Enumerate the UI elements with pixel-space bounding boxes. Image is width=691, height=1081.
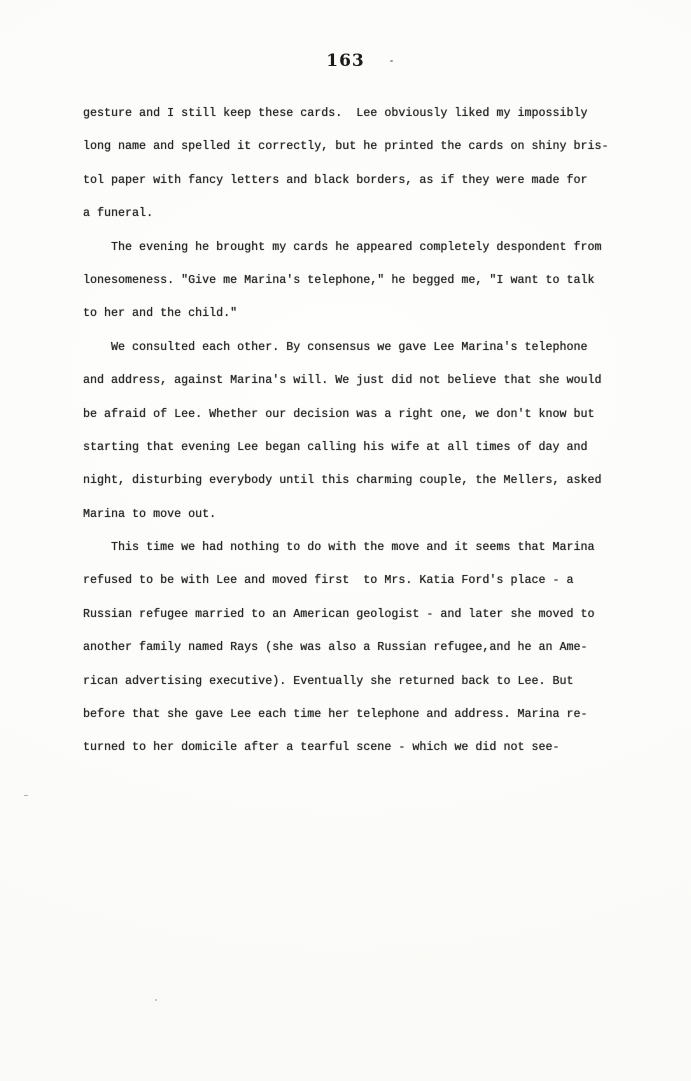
text-line: to her and the child." [83, 307, 238, 321]
text-line: tol paper with fancy letters and black borders, as if they were made for [83, 173, 588, 187]
text-line: and address, against Marina's will. We just did not believe that she would [83, 374, 602, 388]
text-line: Marina to move out. [83, 507, 217, 521]
text-line: starting that evening Lee began calling his wife at all times of day and [83, 440, 588, 454]
text-line: refused to be with Lee and moved first to Mrs. Katia Ford's place - a [83, 574, 574, 588]
text-line: another family named Rays (she was also a Russian refugee,and he an Ame- [83, 641, 588, 655]
text-line: Russian refugee married to an American geologist - and later she moved to [83, 607, 595, 621]
text-line: This time we had nothing to do with the move and it seems that Marina [83, 541, 595, 555]
text-line: long name and spelled it correctly, but he printed the cards on shiny bris- [83, 140, 609, 154]
page-number: 163 [326, 51, 365, 71]
text-line: gesture and I still keep these cards. Lee obviously liked my impossibly [83, 107, 588, 120]
scan-speck [155, 999, 157, 1001]
text-line: be afraid of Lee. Whether our decision was a right one, we don't know but [83, 407, 595, 421]
text-line: lonesomeness. "Give me Marina's telephone," he begged me, "I want to talk [83, 273, 595, 287]
scan-speck [390, 60, 393, 62]
scan-speck [24, 795, 28, 796]
text-line: turned to her domicile after a tearful scene - which we did not see- [83, 741, 560, 755]
text-line: night, disturbing everybody until this charming couple, the Mellers, asked [83, 474, 602, 488]
text-line: The evening he brought my cards he appeared completely despondent from [83, 240, 602, 254]
text-line: rican advertising executive). Eventually she returned back to Lee. But [83, 674, 574, 688]
body-text [83, 97, 628, 765]
text-line: We consulted each other. By consensus we gave Lee Marina's telephone [83, 340, 588, 354]
text-line: a funeral. [83, 207, 154, 221]
text-line: before that she gave Lee each time her telephone and address. Marina re- [83, 708, 588, 722]
